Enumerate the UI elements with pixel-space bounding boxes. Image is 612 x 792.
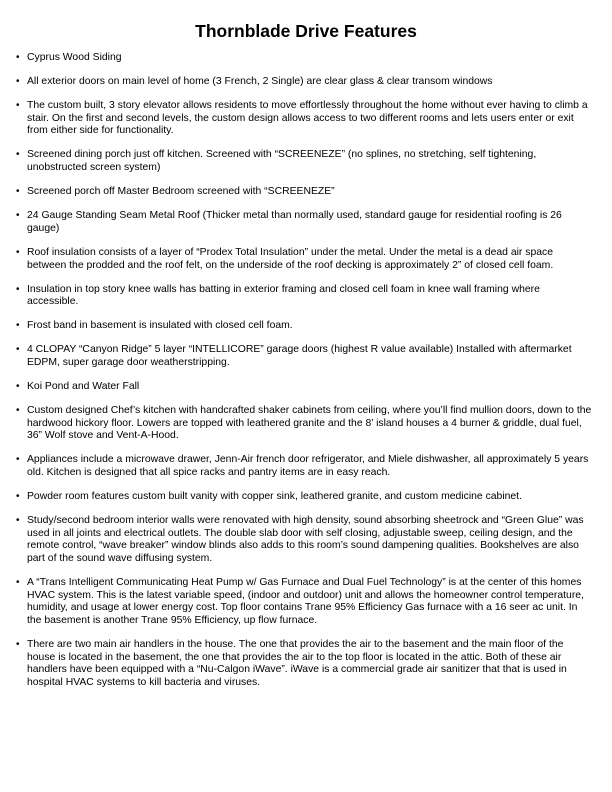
bullet-icon: • [16,76,20,88]
feature-list [0,52,612,701]
bullet-icon: • [16,577,20,589]
bullet-icon: • [16,454,20,466]
feature-text: A “Trans Intelligent Communicating Heat Pump w/ Gas Furnace and Dual Fuel Technology” is at the center of this homes HVAC system. This is the latest variable speed, (indoor and outdoor) unit and allows the homeowner control temperature, humidity, and usage at lower energy cost. Top floor contains Trane 95% Efficiency Gas furnace with a 16 seer ac unit. In the basement is another Trane 95% Efficiency, up flow furnace. [27,577,584,626]
feature-item [0,639,612,689]
bullet-icon: • [16,491,20,503]
feature-text: Powder room features custom built vanity with copper sink, leathered granite, and custom medicine cabinet. [27,491,522,503]
feature-item [0,210,612,235]
bullet-icon: • [16,320,20,332]
feature-text: The custom built, 3 story elevator allows residents to move effortlessly throughout the home without ever having to climb a stair. On the first and second levels, the custom design allows access to two different rooms and lets users enter or exit from either side for functionality. [27,100,588,137]
bullet-icon: • [16,52,20,63]
feature-item [0,52,612,65]
feature-item [0,284,612,309]
bullet-icon: • [16,344,20,356]
bullet-icon: • [16,246,20,258]
feature-text: Frost band in basement is insulated with closed cell foam. [27,320,293,332]
bullet-icon: • [16,100,20,112]
bullet-icon: • [16,515,20,527]
bullet-icon: • [16,210,20,222]
bullet-icon: • [16,405,20,417]
bullet-icon: • [16,149,20,161]
feature-text: Custom designed Chef’s kitchen with handcrafted shaker cabinets from ceiling, where you’ll find mullion doors, down to the hardwood hickory floor. Lowers are topped with leathered granite and the 8’ island houses a 4 burner & griddle, dual fuel, 36” Wolf stove and Vent-A-Hood. [27,405,592,442]
feature-text: Roof insulation consists of a layer of “Prodex Total Insulation” under the metal. Under the metal is a dead air space between the prodded and the roof felt, on the underside of the roof decking is approximately 2” of closed cell foam. [27,246,554,271]
feature-text: Screened porch off Master Bedroom screened with “SCREENEZE” [27,186,335,198]
feature-text: Screened dining porch just off kitchen. Screened with “SCREENEZE” (no splines, no stretching, self tightening, unobstructed screen system) [27,149,537,174]
feature-item [0,577,612,627]
feature-text: 24 Gauge Standing Seam Metal Roof (Thicker metal than normally used, standard gauge for residential roofing is 26 gauge) [27,210,562,234]
feature-text: Cyprus Wood Siding [27,52,122,63]
feature-item [0,491,612,504]
feature-item [0,344,612,369]
feature-item [0,149,612,174]
feature-text: 4 CLOPAY “Canyon Ridge” 5 layer “INTELLICORE” garage doors (highest R value available) Installed with aftermarket EDPM, super garage door weatherstripping. [27,344,572,368]
feature-item [0,515,612,565]
feature-text: Koi Pond and Water Fall [27,381,140,393]
bullet-icon: • [16,186,20,198]
feature-text: All exterior doors on main level of home (3 French, 2 Single) are clear glass & clear transom windows [27,76,493,88]
feature-item [0,454,612,479]
page-title: Thornblade Drive Features [195,21,417,41]
feature-item [0,320,612,333]
feature-text: Insulation in top story knee walls has batting in exterior framing and closed cell foam in knee wall framing where accessible. [27,283,540,308]
feature-item [0,100,612,138]
feature-item [0,76,612,89]
bullet-icon: • [16,283,20,295]
bullet-icon: • [16,381,20,393]
feature-text: Study/second bedroom interior walls were renovated with high density, sound absorbing sheetrock and “Green Glue” was used in all joints and electrical outlets. The double slab door with self closing, adjustable sweep, ceiling design, and the remote control, “wave breaker” window blinds also adds to this room’s sound dampening qualities. Bookshelves are also part of the sound wave diffusing system. [27,515,584,565]
feature-item [0,186,612,199]
feature-item [0,405,612,443]
feature-text: Appliances include a microwave drawer, Jenn-Air french door refrigerator, and Miele dishwasher, all approximately 5 years old. Kitchen is designed that all spice racks and pantry items are in easy reach. [27,454,589,479]
bullet-icon: • [16,639,20,650]
feature-item [0,381,612,394]
feature-text: There are two main air handlers in the house. The one that provides the air to the basement and the main floor of the house is located in the basement, the one that provides the air to the top floor is located in the attic. Both of these air handlers have been equipped with a “Nu-Calgon iWave”. iWave is a commercial grade air sanitizer that that is used in hospital HVAC systems to kill bacteria and viruses. [27,639,567,688]
feature-item [0,247,612,272]
